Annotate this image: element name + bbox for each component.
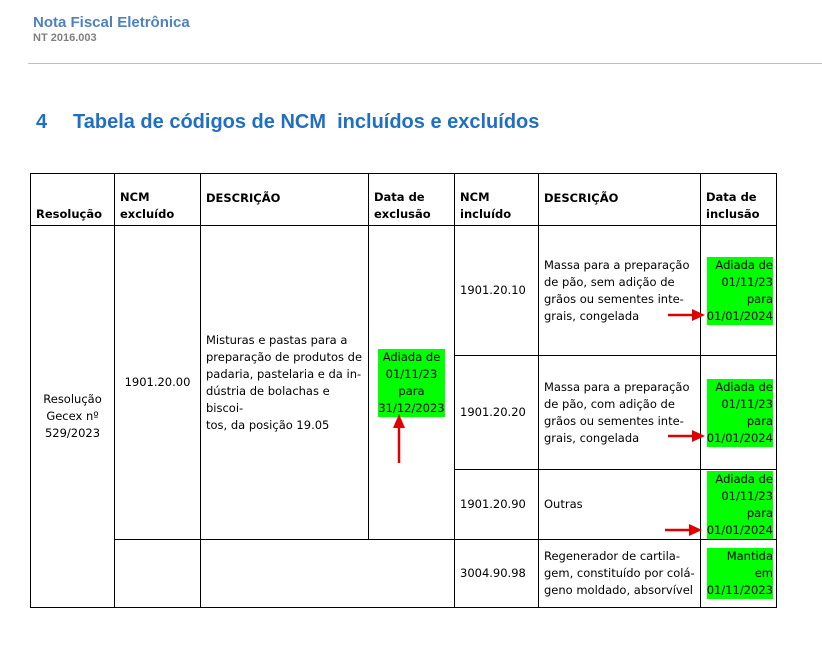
arrow-up-icon xyxy=(393,414,405,463)
ncm-incluido-cell: 3004.90.98 xyxy=(455,540,539,608)
resolucao-line: 529/2023 xyxy=(44,426,101,440)
ncm-incluido-cell: 1901.20.90 xyxy=(455,470,539,540)
section-number: 4 xyxy=(36,111,48,133)
header-line: exclusão xyxy=(374,207,431,221)
descricao-line: Misturas e pastas para a xyxy=(206,332,348,347)
ncm-incluido-cell: 1901.20.10 xyxy=(455,226,539,356)
descricao-line: padaria, pastelaria e da in- xyxy=(206,366,362,381)
arrow-right-icon xyxy=(665,524,702,536)
ncm-excluido-cell: 1901.20.00 xyxy=(115,226,201,540)
descricao-line: grais, congelada xyxy=(544,430,640,445)
descricao-line: dústria de bolachas e biscoi- xyxy=(206,383,330,415)
descricao-line: de pão, com adição de xyxy=(544,396,675,411)
resolucao-line: Resolução xyxy=(43,392,102,406)
ncm-incluido-cell: 1901.20.20 xyxy=(455,356,539,470)
document-title: Nota Fiscal Eletrônica xyxy=(33,14,190,31)
date-line: para xyxy=(707,291,773,308)
descricao-line: de pão, sem adição de xyxy=(544,274,675,289)
date-line: 01/11/23 xyxy=(378,366,444,383)
descricao-line: gem, constituído por colá- xyxy=(544,566,695,580)
date-line: 01/11/23 xyxy=(707,488,773,505)
section-title: Tabela de códigos de NCM incluídos e excluídos xyxy=(73,111,540,133)
document-subtitle: NT 2016.003 xyxy=(33,32,97,44)
descricao-line: Regenerador de cartila- xyxy=(544,549,681,563)
date-line: Mantida xyxy=(707,548,773,565)
descricao-line: preparação de produtos de xyxy=(206,349,363,364)
arrow-right-icon xyxy=(668,309,705,321)
header-line: excluído xyxy=(120,207,175,221)
date-line: Adiada de xyxy=(707,257,773,274)
descricao-line: Massa para a preparação xyxy=(544,257,690,272)
descricao-line: tos, da posição 19.05 xyxy=(206,417,330,432)
date-line: 31/12/2023 xyxy=(378,400,445,415)
header-descricao-excluido: DESCRIÇÃO xyxy=(201,174,369,226)
date-line: para xyxy=(707,413,773,430)
date-line: 01/11/23 xyxy=(707,274,773,291)
date-line: 01/11/2023 xyxy=(706,583,773,597)
resolucao-line: Gecex nº xyxy=(46,409,99,423)
header-line: Data de xyxy=(706,190,757,204)
header-line: incluído xyxy=(460,207,512,221)
date-line: 01/01/2024 xyxy=(706,308,773,323)
header-line: inclusão xyxy=(706,207,760,221)
descricao-line: grãos ou sementes inte- xyxy=(544,413,684,428)
date-line: para xyxy=(378,383,444,400)
date-line: Adiada de xyxy=(378,349,444,366)
date-line: em xyxy=(707,565,773,582)
header-line: Data de xyxy=(374,190,425,204)
date-line: para xyxy=(707,505,773,522)
date-line: 01/01/2024 xyxy=(706,523,773,537)
header-line: NCM xyxy=(460,190,490,204)
header-line: NCM xyxy=(120,190,150,204)
date-line: 01/11/23 xyxy=(707,396,773,413)
date-line: Adiada de xyxy=(707,379,773,396)
date-line: Adiada de xyxy=(707,471,773,488)
descricao-line: geno moldado, absorvível xyxy=(544,583,693,597)
descricao-incluido-cell: Outras xyxy=(539,470,701,540)
header-resolucao: Resolução xyxy=(31,174,115,226)
descricao-line: grãos ou sementes inte- xyxy=(544,291,684,306)
arrow-right-icon xyxy=(668,430,705,442)
descricao-line: Massa para a preparação xyxy=(544,379,690,394)
header-descricao-incluido: DESCRIÇÃO xyxy=(539,174,701,226)
descricao-line: grais, congelada xyxy=(544,308,640,323)
date-line: 01/01/2024 xyxy=(706,430,773,445)
